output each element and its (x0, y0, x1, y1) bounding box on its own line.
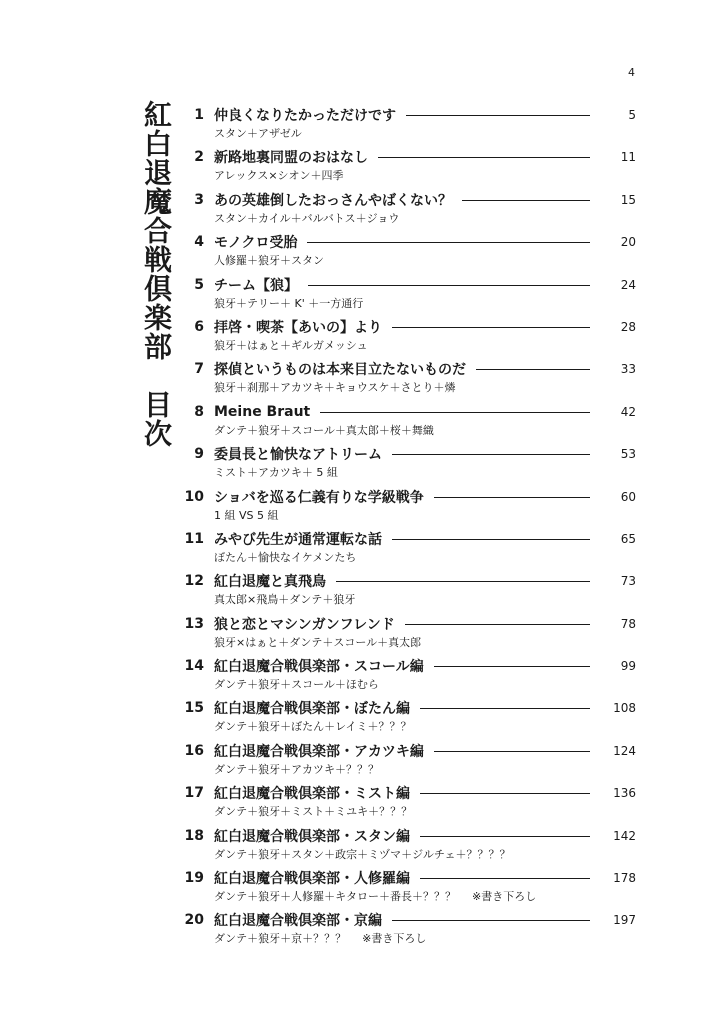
toc-entry (178, 740, 636, 782)
toc-entry-heading (178, 528, 636, 550)
toc-entry-heading (178, 189, 636, 211)
toc-entry-heading (178, 613, 636, 635)
chapter-title: 紅白退魔合戦倶楽部・スコール編 (214, 659, 424, 676)
toc-entry-heading (178, 570, 636, 592)
character-list: ダンテ＋狼牙＋スタン＋政宗＋ミヅマ＋ジルチェ＋？？？？ (214, 847, 511, 861)
chapter-number: 2 (194, 149, 204, 166)
toc-entry (178, 358, 636, 400)
toc-entry-heading (178, 697, 636, 719)
chapter-page-number: 20 (620, 235, 636, 250)
character-list: ダンテ＋狼牙＋京＋？？？ (214, 932, 347, 946)
toc-entry (178, 401, 636, 443)
chapter-title: みやび先生が通常運転な話 (214, 531, 382, 548)
toc-entry (178, 613, 636, 655)
chapter-title: Meine Braut (214, 403, 311, 420)
leader-line (378, 157, 590, 158)
chapter-page-number: 78 (620, 616, 636, 631)
toc-entry (178, 825, 636, 867)
chapter-page-number: 42 (620, 404, 636, 419)
chapter-title: 紅白退魔合戦倶楽部・スタン編 (214, 828, 410, 845)
toc-entry (178, 189, 636, 231)
chapter-title: 紅白退魔合戦倶楽部・ミスト編 (214, 786, 410, 803)
chapter-number: 3 (194, 191, 204, 208)
chapter-number: 7 (194, 361, 204, 378)
chapter-number: 18 (184, 827, 204, 844)
chapter-characters (178, 804, 636, 820)
chapter-characters (178, 847, 636, 863)
toc-entry (178, 486, 636, 528)
character-list: 狼牙×はぁと＋ダンテ＋スコール＋真太郎 (214, 635, 422, 649)
chapter-page-number: 197 (613, 913, 636, 928)
toc-entry-heading (178, 274, 636, 296)
character-list: ぼたん＋愉快なイケメンたち (214, 550, 357, 564)
leader-line (420, 836, 590, 837)
leader-line (434, 666, 590, 667)
character-list: ダンテ＋狼牙＋アカツキ＋？？？ (214, 762, 379, 776)
chapter-characters (178, 719, 636, 735)
chapter-title: 探偵というものは本来目立たないものだ (214, 362, 466, 379)
chapter-title: 紅白退魔と真飛鳥 (214, 574, 326, 591)
toc-entry-heading (178, 486, 636, 508)
chapter-page-number: 33 (620, 362, 636, 377)
character-list: 人修羅＋狼牙＋スタン (214, 254, 324, 268)
character-list: ダンテ＋狼牙＋人修羅＋キタロー＋番長＋？？？ (214, 890, 456, 904)
chapter-characters (178, 550, 636, 566)
chapter-characters (178, 168, 636, 184)
chapter-characters (178, 296, 636, 312)
table-of-contents (178, 104, 636, 952)
toc-entry (178, 697, 636, 739)
leader-line (405, 624, 590, 625)
page-number: 4 (628, 66, 635, 79)
chapter-page-number: 24 (620, 277, 636, 292)
chapter-title: あの英雄倒したおっさんやばくない？ (214, 192, 452, 209)
chapter-title: 紅白退魔合戦倶楽部・アカツキ編 (214, 743, 424, 760)
chapter-page-number: 178 (613, 871, 636, 886)
chapter-title: 紅白退魔合戦倶楽部・ぼたん編 (214, 701, 410, 718)
chapter-page-number: 136 (613, 786, 636, 801)
character-list: ダンテ＋狼牙＋スコール＋ほむら (214, 678, 379, 692)
leader-line (307, 242, 590, 243)
chapter-title: 新路地裏同盟のおはなし (214, 150, 368, 167)
leader-line (434, 751, 590, 752)
toc-entry-heading (178, 867, 636, 889)
chapter-page-number: 65 (620, 531, 636, 546)
chapter-page-number: 142 (613, 828, 636, 843)
leader-line (434, 497, 590, 498)
leader-line (392, 920, 590, 921)
chapter-page-number: 15 (620, 192, 636, 207)
toc-entry-heading (178, 443, 636, 465)
chapter-characters (178, 380, 636, 396)
chapter-note: ※書き下ろし (472, 890, 537, 904)
character-list: 狼牙＋はぁと＋ギルガメッシュ (214, 338, 368, 352)
chapter-title: 委員長と愉快なアトリーム (214, 447, 382, 464)
chapter-title: モノクロ受胎 (214, 235, 298, 252)
chapter-page-number: 73 (620, 574, 636, 589)
toc-entry (178, 655, 636, 697)
leader-line (392, 327, 590, 328)
leader-line (420, 708, 590, 709)
chapter-number: 17 (184, 785, 204, 802)
chapter-number: 5 (194, 276, 204, 293)
toc-entry-heading (178, 401, 636, 423)
chapter-number: 11 (184, 530, 204, 547)
leader-line (336, 581, 590, 582)
toc-entry-heading (178, 909, 636, 931)
chapter-page-number: 53 (620, 447, 636, 462)
toc-entry (178, 146, 636, 188)
toc-entry (178, 867, 636, 909)
leader-line (308, 285, 590, 286)
chapter-number: 6 (194, 318, 204, 335)
leader-line (420, 878, 590, 879)
chapter-number: 19 (184, 870, 204, 887)
toc-entry (178, 782, 636, 824)
toc-entry-heading (178, 231, 636, 253)
chapter-characters (178, 592, 636, 608)
toc-entry (178, 528, 636, 570)
character-list: ダンテ＋狼牙＋スコール＋真太郎＋桜＋舞織 (214, 423, 434, 437)
toc-entry-heading (178, 782, 636, 804)
chapter-characters (178, 253, 636, 269)
chapter-title: 紅白退魔合戦倶楽部・人修羅編 (214, 871, 410, 888)
toc-entry (178, 231, 636, 273)
chapter-page-number: 108 (613, 701, 636, 716)
chapter-title: 紅白退魔合戦倶楽部・京編 (214, 913, 382, 930)
chapter-page-number: 5 (628, 108, 636, 122)
chapter-page-number: 124 (613, 743, 636, 758)
chapter-page-number: 28 (620, 319, 636, 334)
chapter-characters (178, 338, 636, 354)
toc-entry (178, 274, 636, 316)
chapter-note: ※書き下ろし (362, 932, 427, 946)
chapter-page-number: 60 (620, 489, 636, 504)
chapter-characters (178, 508, 636, 524)
chapter-characters (178, 126, 636, 142)
chapter-page-number: 11 (620, 150, 636, 165)
leader-line (392, 454, 590, 455)
leader-line (320, 412, 590, 413)
toc-entry-heading (178, 316, 636, 338)
toc-entry (178, 570, 636, 612)
character-list: 1 組 VS 5 組 (214, 508, 279, 522)
chapter-number: 14 (184, 658, 204, 675)
character-list: ミスト＋アカツキ＋ 5 組 (214, 466, 338, 480)
character-list: スタン＋カイル＋バルバトス＋ジョウ (214, 211, 400, 225)
character-list: アレックス×シオン＋四季 (214, 169, 344, 183)
toc-entry-heading (178, 740, 636, 762)
chapter-characters (178, 423, 636, 439)
toc-entry-heading (178, 104, 636, 126)
chapter-characters (178, 677, 636, 693)
chapter-title: 仲良くなりたかっただけです (214, 108, 396, 124)
toc-entry-heading (178, 358, 636, 380)
leader-line (420, 793, 590, 794)
chapter-number: 1 (194, 107, 204, 123)
chapter-title: 狼と恋とマシンガンフレンド (214, 616, 395, 633)
leader-line (392, 539, 590, 540)
toc-vertical-title: 紅白退魔合戦倶楽部 目次 (140, 100, 173, 448)
chapter-number: 13 (184, 615, 204, 632)
chapter-number: 4 (194, 234, 204, 251)
chapter-number: 20 (184, 912, 204, 929)
chapter-number: 10 (184, 488, 204, 505)
chapter-number: 15 (184, 700, 204, 717)
toc-entry (178, 316, 636, 358)
toc-entry-heading (178, 146, 636, 168)
chapter-number: 16 (184, 742, 204, 759)
chapter-page-number: 99 (620, 659, 636, 674)
chapter-title: 拝啓・喫茶【あいの】より (214, 319, 382, 336)
leader-line (406, 115, 590, 116)
character-list: ダンテ＋狼牙＋ぼたん＋レイミ＋？？？ (214, 720, 412, 734)
chapter-characters (178, 465, 636, 481)
character-list: ダンテ＋狼牙＋ミスト＋ミユキ＋？？？ (214, 805, 413, 819)
toc-entry-heading (178, 825, 636, 847)
leader-line (476, 369, 590, 370)
toc-entry-heading (178, 655, 636, 677)
toc-entry (178, 909, 636, 951)
character-list: 狼牙＋テリー＋ K' ＋一方通行 (214, 296, 364, 310)
toc-entry (178, 443, 636, 485)
chapter-characters (178, 889, 636, 905)
chapter-characters (178, 635, 636, 651)
chapter-characters (178, 931, 636, 947)
toc-entry (178, 104, 636, 146)
chapter-number: 8 (194, 403, 204, 420)
leader-line (462, 200, 590, 201)
chapter-characters (178, 211, 636, 227)
character-list: 真太郎×飛鳥＋ダンテ＋狼牙 (214, 593, 356, 607)
character-list: スタン＋アザゼル (214, 127, 302, 140)
chapter-characters (178, 762, 636, 778)
chapter-number: 9 (194, 446, 204, 463)
chapter-title: チーム【狼】 (214, 277, 298, 294)
character-list: 狼牙＋刹那＋アカツキ＋キョウスケ＋さとり＋燐 (214, 381, 456, 395)
chapter-title: ショバを巡る仁義有りな学級戦争 (214, 489, 424, 506)
chapter-number: 12 (184, 573, 204, 590)
